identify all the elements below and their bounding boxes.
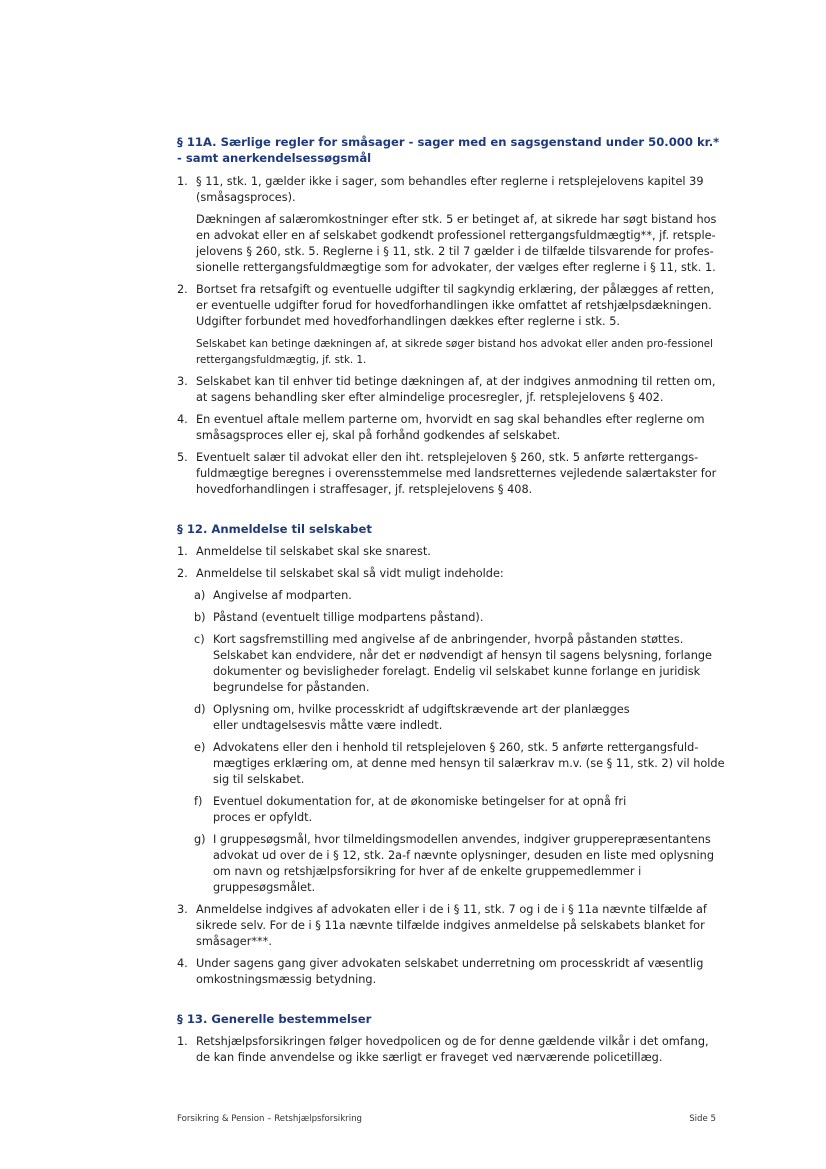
subitem-letter: g) bbox=[194, 833, 206, 846]
item-number: 1. bbox=[177, 545, 188, 558]
item-text: Under sagens gang giver advokaten selskabet underretning om processkridt af væsentlig omkostningsmæssig betydning. bbox=[196, 957, 704, 986]
section-12-subitem-b bbox=[177, 610, 725, 626]
section-12-subitem-c bbox=[177, 632, 725, 696]
item-text: Eventuelt salær til advokat eller den iht. retsplejeloven § 260, stk. 5 anførte rettergangs-fuldmægtige beregnes i overensstemmelse med landsretternes vejledende salærtakster for hovedforhandlingen i straffesager, jf. retsplejelovens § 408. bbox=[196, 451, 717, 496]
section-13-heading: § 13. Generelle bestemmelser bbox=[177, 1012, 372, 1026]
section-12-item-4 bbox=[177, 956, 725, 988]
section-13-item-1 bbox=[177, 1034, 725, 1066]
page-content bbox=[177, 134, 725, 1066]
section-11a-item-2 bbox=[177, 282, 725, 368]
section-12-subitem-f bbox=[177, 794, 725, 826]
section-11a-item-3 bbox=[177, 374, 725, 406]
subitem-text: Påstand (eventuelt tillige modpartens påstand). bbox=[213, 611, 484, 624]
item-paragraph-2: Selskabet kan betinge dækningen af, at sikrede søger bistand hos advokat eller anden pro-fessionel rettergangsfuldmægtig, jf. stk. 1. bbox=[196, 338, 713, 366]
subitem-text: Kort sagsfremstilling med angivelse af de anbringender, hvorpå påstanden støttes. Selskabet kan endvidere, når det er nødvendigt af hensyn til sagens belysning, forlange dokumenter og bevisligheder forelagt. Endelig vil selskabet kunne forlange en juridisk begrundelse for påstanden. bbox=[213, 633, 712, 694]
item-text: Anmeldelse til selskabet skal ske snarest. bbox=[196, 545, 431, 558]
subitem-letter: a) bbox=[194, 589, 206, 602]
section-11a-item-4 bbox=[177, 412, 725, 444]
item-number: 4. bbox=[177, 413, 188, 426]
item-text: Anmeldelse indgives af advokaten eller i de i § 11, stk. 7 og i de i § 11a nævnte tilfælde af sikrede selv. For de i § 11a nævnte tilfælde indgives anmeldelse på selskabets blanket for småsager***. bbox=[196, 903, 707, 948]
item-number: 3. bbox=[177, 903, 188, 916]
item-number: 2. bbox=[177, 567, 188, 580]
item-number: 3. bbox=[177, 375, 188, 388]
item-number: 1. bbox=[177, 1035, 188, 1048]
section-11a-heading bbox=[177, 134, 725, 166]
item-number: 2. bbox=[177, 283, 188, 296]
item-paragraph-2: Dækningen af salæromkostninger efter stk. 5 er betinget af, at sikrede har søgt bistand hos en advokat eller en af selskabet godkendt professionel rettergangsfuldmægtig**, jf. retsple-jelovens § 260, stk. 5. Reglerne i § 11, stk. 2 til 7 gælder i de tilfælde tilsvarende for profes-sionelle rettergangsfuldmægtige som for advokater, der vælges efter reglerne i § 11, stk. 1. bbox=[196, 213, 717, 274]
section-12-subitem-a bbox=[177, 588, 725, 604]
subitem-letter: f) bbox=[194, 795, 203, 808]
section-12-subitem-e bbox=[177, 740, 725, 788]
page-number: Side 5 bbox=[689, 1114, 716, 1124]
section-11a-item-5 bbox=[177, 450, 725, 498]
subitem-letter: e) bbox=[194, 741, 206, 754]
subitem-text: Advokatens eller den i henhold til retsplejeloven § 260, stk. 5 anførte rettergangsfuld-mægtiges erklæring om, at denne med hensyn til salærkrav m.v. (se § 11, stk. 2) vil holde sig til selskabet. bbox=[213, 741, 725, 786]
section-11a-heading-line1: § 11A. Særlige regler for småsager - sager med en sagsgenstand under 50.000 kr.* bbox=[177, 135, 720, 149]
section-12-heading: § 12. Anmeldelse til selskabet bbox=[177, 522, 372, 536]
section-11a-heading-line2: - samt anerkendelsessøgsmål bbox=[177, 151, 372, 165]
subitem-letter: d) bbox=[194, 703, 206, 716]
subitem-letter: b) bbox=[194, 611, 206, 624]
section-12-item-1 bbox=[177, 544, 725, 560]
subitem-text: Oplysning om, hvilke processkridt af udgiftskrævende art der planlægges eller undtagelsesvis måtte være indledt. bbox=[213, 703, 630, 732]
item-text: Anmeldelse til selskabet skal så vidt muligt indeholde: bbox=[196, 567, 504, 580]
section-12-item-2 bbox=[177, 566, 725, 582]
subitem-letter: c) bbox=[194, 633, 205, 646]
footer-title: Forsikring & Pension – Retshjælpsforsikring bbox=[177, 1114, 362, 1124]
item-text: Retshjælpsforsikringen følger hovedpolicen og de for denne gældende vilkår i det omfang, de kan finde anvendelse og ikke særligt er fraveget ved nærværende policetillæg. bbox=[196, 1035, 709, 1064]
section-12-subitem-g bbox=[177, 832, 725, 896]
subitem-text: Angivelse af modparten. bbox=[213, 589, 352, 602]
item-text: § 11, stk. 1, gælder ikke i sager, som behandles efter reglerne i retsplejelovens kapitel 39 (småsagsproces). bbox=[196, 175, 704, 204]
subitem-text: I gruppesøgsmål, hvor tilmeldingsmodellen anvendes, indgiver grupperepræsentantens advokat ud over de i § 12, stk. 2a-f nævnte oplysninger, desuden en liste med oplysning om navn og retshjælpsforsikring for hver af de enkelte gruppemedlemmer i gruppesøgsmålet. bbox=[213, 833, 714, 894]
item-text: Selskabet kan til enhver tid betinge dækningen af, at der indgives anmodning til retten om, at sagens behandling sker efter almindelige procesregler, jf. retsplejelovens § 402. bbox=[196, 375, 716, 404]
item-text: Bortset fra retsafgift og eventuelle udgifter til sagkyndig erklæring, der pålægges af retten, er eventuelle udgifter forud for hovedforhandlingen ikke omfattet af retshjælpsdækningen. Udgifter forbundet med hovedforhandlingen dækkes efter reglerne i stk. 5. bbox=[196, 283, 715, 328]
section-12-item-3 bbox=[177, 902, 725, 950]
item-number: 5. bbox=[177, 451, 188, 464]
section-11a-item-1 bbox=[177, 174, 725, 276]
section-12-subitem-d bbox=[177, 702, 725, 734]
item-number: 4. bbox=[177, 957, 188, 970]
item-number: 1. bbox=[177, 175, 188, 188]
subitem-text: Eventuel dokumentation for, at de økonomiske betingelser for at opnå fri proces er opfyldt. bbox=[213, 795, 627, 824]
item-text: En eventuel aftale mellem parterne om, hvorvidt en sag skal behandles efter reglerne om småsagsproces eller ej, skal på forhånd godkendes af selskabet. bbox=[196, 413, 705, 442]
